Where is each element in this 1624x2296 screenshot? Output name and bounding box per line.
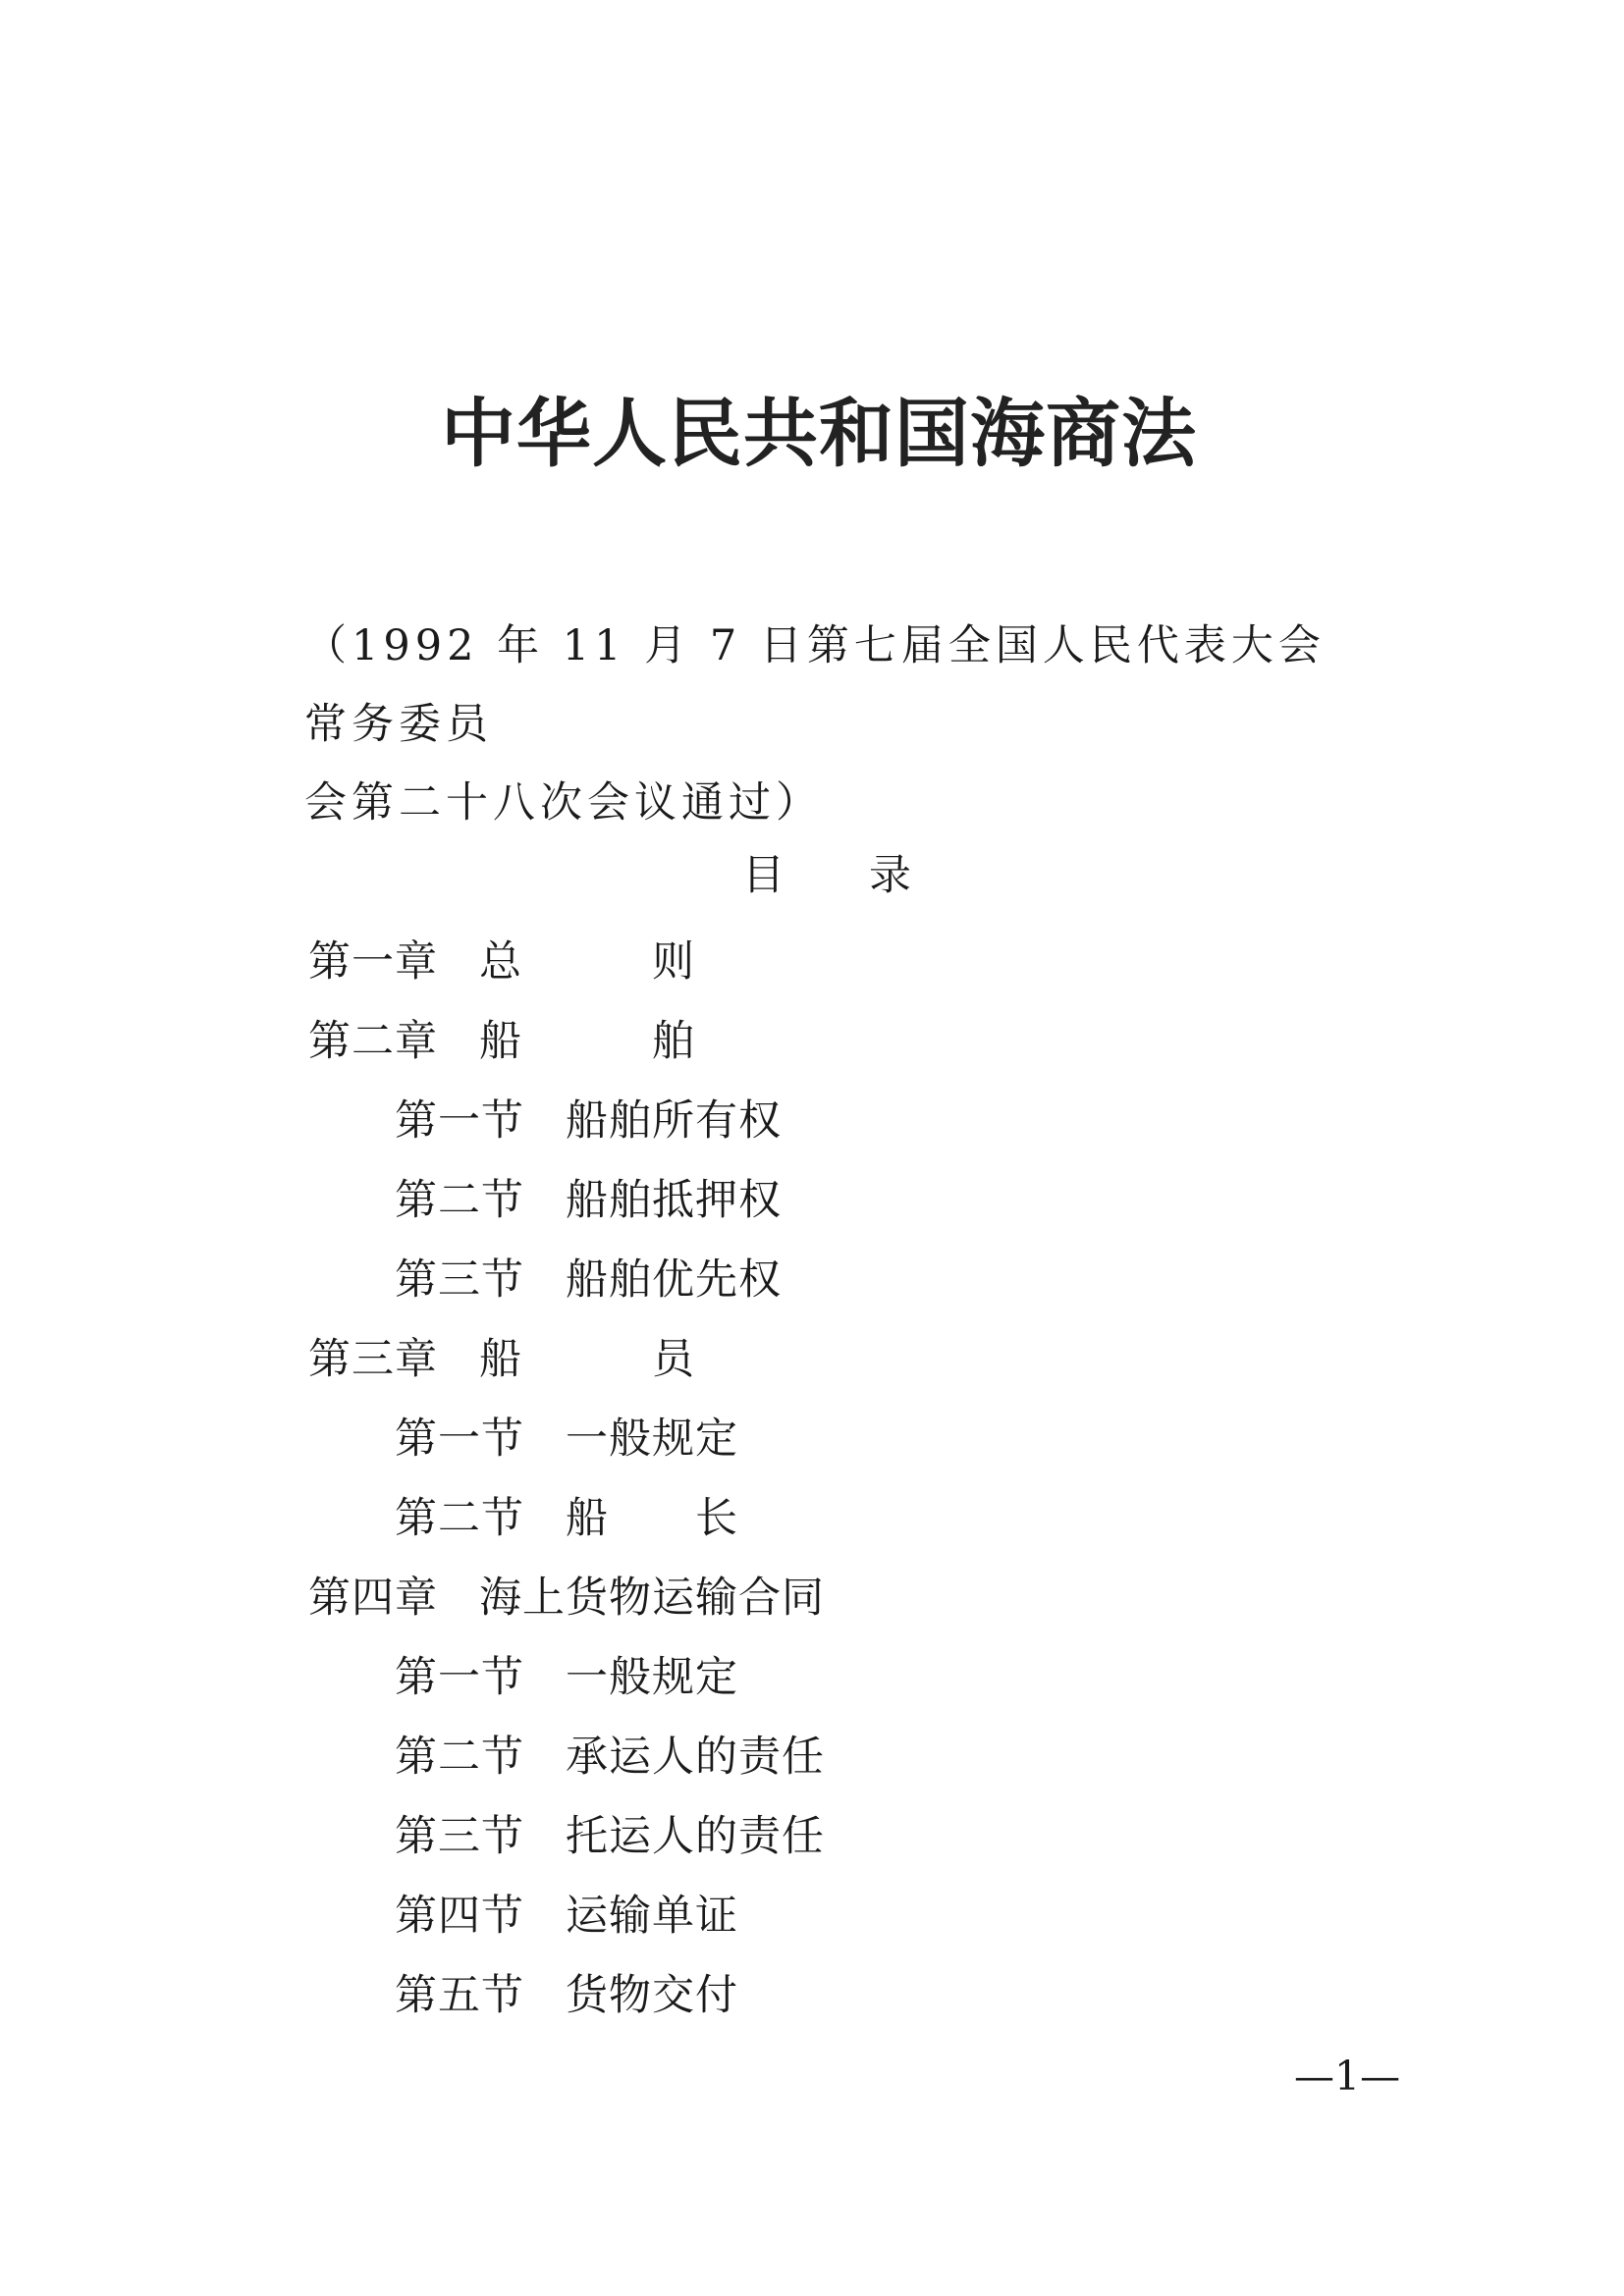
toc-item[interactable] [395,1966,738,2025]
toc-item[interactable] [308,1330,695,1389]
document-title: 中华人民共和国海商法 [441,390,1197,477]
toc-item-number: 第三节 [395,1812,524,1861]
toc-item-number: 第二节 [395,1494,524,1543]
toc-item-title: 承运人的责任 [566,1733,825,1782]
toc-item-title: 托运人的责任 [566,1812,825,1861]
toc-item-title: 总 则 [479,937,695,987]
adoption-note-line-2: 会第二十八次会议通过） [304,778,823,828]
toc-item[interactable] [395,1092,782,1150]
toc-item[interactable] [395,1410,738,1468]
toc-item[interactable] [395,1807,825,1866]
toc-heading-char-2: 录 [869,851,911,900]
toc-item-title: 一般规定 [566,1653,738,1702]
toc-item[interactable] [308,1012,695,1071]
toc-item-title: 运输单证 [566,1892,738,1941]
toc-item-number: 第五节 [395,1971,524,2020]
toc-item-number: 第一章 [308,937,438,987]
toc-item-title: 一般规定 [566,1415,738,1464]
toc-item-title: 船 舶 [479,1017,695,1066]
toc-item-title: 船舶所有权 [566,1096,782,1146]
toc-item-number: 第一节 [395,1096,524,1146]
toc-item[interactable] [395,1171,782,1230]
toc-item-number: 第三节 [395,1255,524,1305]
toc-item-title: 船 长 [566,1494,738,1543]
toc-item-title: 船 员 [479,1335,695,1384]
toc-item-number: 第一节 [395,1653,524,1702]
toc-item[interactable] [308,1569,825,1628]
toc-item-number: 第二节 [395,1733,524,1782]
toc-item-number: 第一节 [395,1415,524,1464]
toc-item-title: 货物交付 [566,1971,738,2020]
toc-item[interactable] [395,1887,738,1946]
page-number: —1— [1294,2053,1401,2100]
toc-item[interactable] [395,1251,782,1309]
toc-item-title: 船舶抵押权 [566,1176,782,1225]
toc-item[interactable] [395,1728,825,1787]
toc-item-number: 第四章 [308,1574,438,1623]
toc-item[interactable] [308,933,695,991]
toc-item-number: 第三章 [308,1335,438,1384]
toc-heading-char-1: 目 [742,851,785,900]
toc-item-number: 第二章 [308,1017,438,1066]
toc-item[interactable] [395,1489,738,1548]
toc-item-title: 船舶优先权 [566,1255,782,1305]
adoption-note-line-1: （1992 年 11 月 7 日第七届全国人民代表大会常务委员 [304,621,1326,749]
toc-item[interactable] [395,1648,738,1707]
toc-item-title: 海上货物运输合同 [479,1574,825,1623]
toc-item-number: 第二节 [395,1176,524,1225]
toc-item-number: 第四节 [395,1892,524,1941]
